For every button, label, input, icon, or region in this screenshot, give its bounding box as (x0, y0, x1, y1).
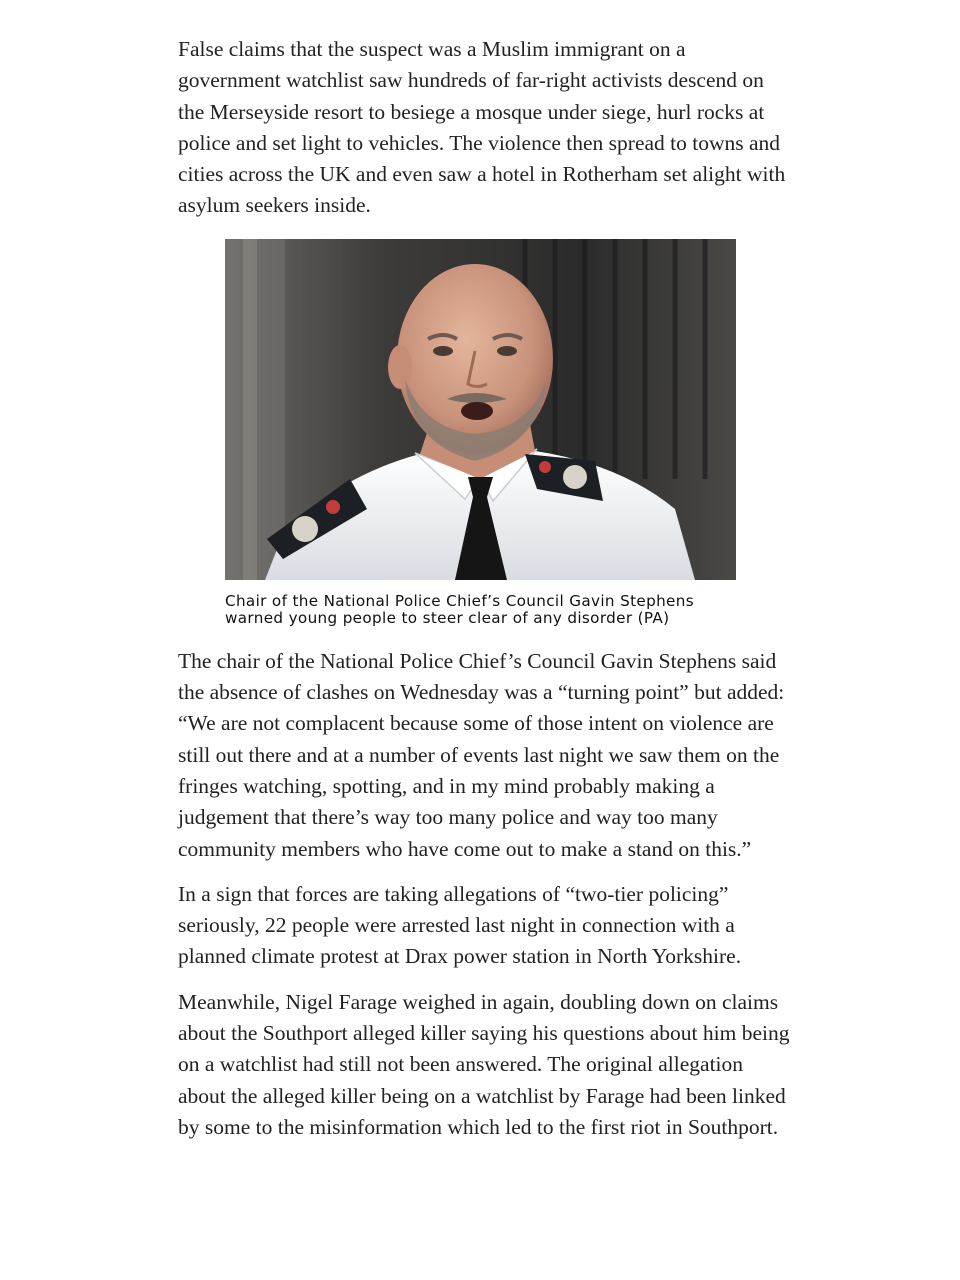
article-paragraph: In a sign that forces are taking allegations of “two-tier policing” seriously, 22 people were arrested last night in connection with a planned climate protest at Drax power station in North Yorkshire. (178, 881, 742, 969)
article-paragraph: The chair of the National Police Chief’s Council Gavin Stephens said the absence of clashes on Wednesday was a “turning point” but added: “We are not complacent because some of those intent on violence are still out there and at a number of events last night we saw them on the fringes watching, spotting, and in my mind probably making a judgement that there’s way too many police and way too many community members who have come out to make a stand on this.” (178, 648, 785, 861)
article-figure (225, 239, 736, 628)
article-paragraph: Meanwhile, Nigel Farage weighed in again, doubling down on claims about the Southport alleged killer saying his questions about him being on a watchlist had still not been answered. The original allegation about the alleged killer being on a watchlist by Farage had been linked by some to the misinformation which led to the first riot in Southport. (178, 989, 790, 1139)
police-chief-photo (225, 239, 736, 580)
article-paragraph: False claims that the suspect was a Muslim immigrant on a government watchlist saw hundreds of far-right activists descend on the Merseyside resort to besiege a mosque under siege, hurl rocks at police and set light to vehicles. The violence then spread to towns and cities across the UK and even saw a hotel in Rotherham set alight with asylum seekers inside. (178, 37, 786, 218)
photo-caption: Chair of the National Police Chief’s Council Gavin Stephens warned young people to steer clear of any disorder (PA) (225, 591, 694, 628)
article-body (178, 34, 790, 1143)
